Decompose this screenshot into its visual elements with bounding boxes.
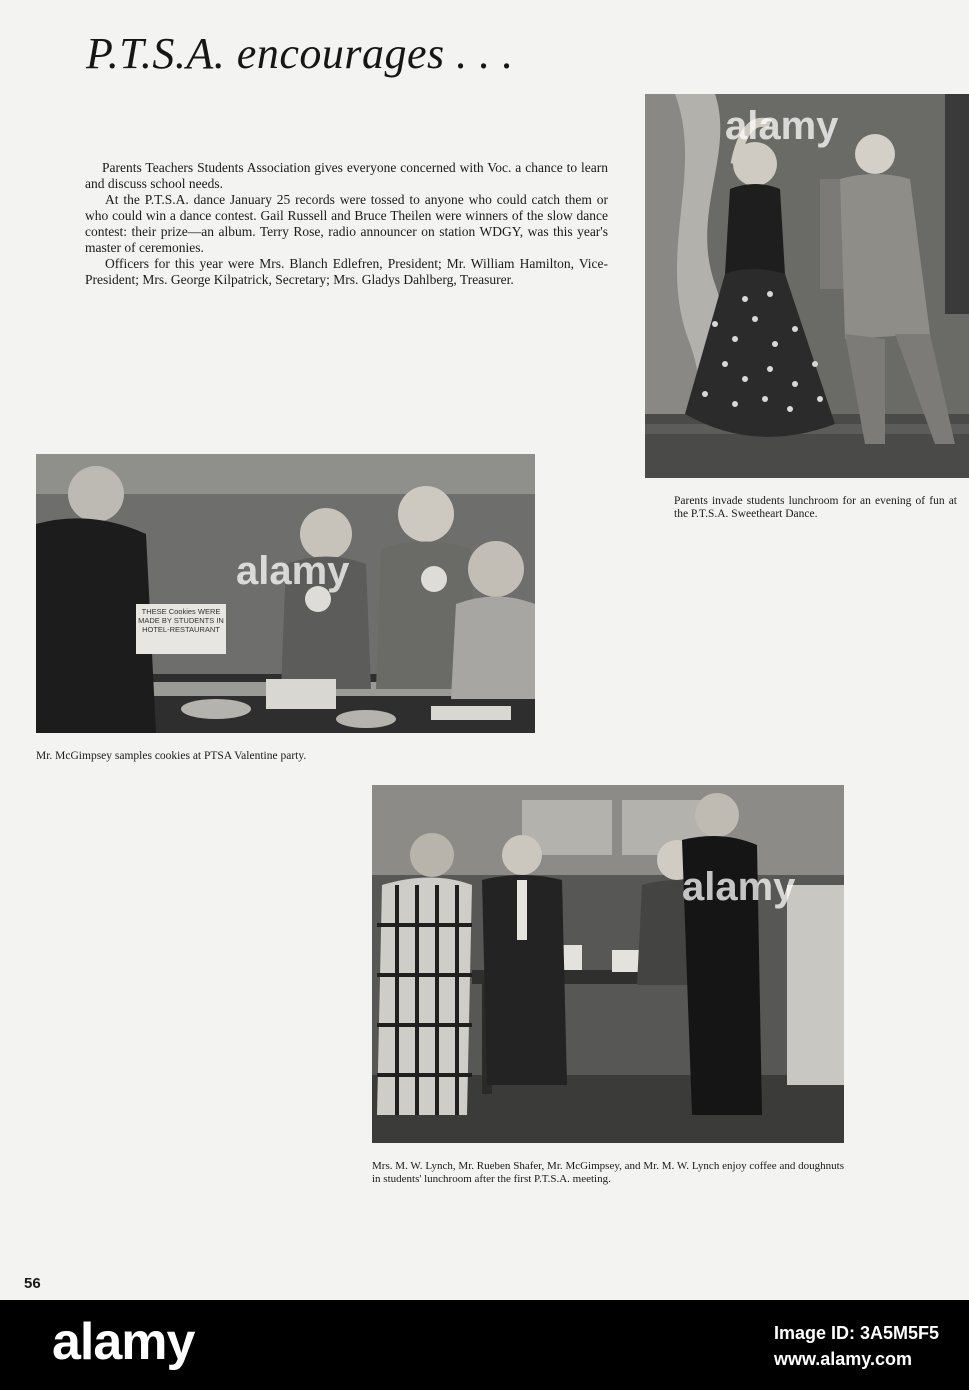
page-number: 56 [24, 1275, 41, 1292]
cookies-photo [36, 454, 535, 733]
watermark: alamy [682, 865, 796, 909]
site-link[interactable]: www.alamy.com [773, 1349, 912, 1369]
dance-photo-image [645, 94, 969, 478]
cookies-sign: THESE Cookies WERE MADE BY STUDENTS IN HOTEL-RESTAURANT [138, 607, 224, 634]
coffee-photo-image [372, 785, 844, 1143]
watermark: alamy [236, 549, 350, 593]
dance-caption: Parents invade students lunchroom for an evening of fun at the P.T.S.A. Sweetheart Dance. [674, 495, 957, 520]
page-title: P.T.S.A. encourages . . . [86, 29, 514, 78]
image-id: Image ID: 3A5M5F5 [773, 1323, 939, 1343]
coffee-caption: Mrs. M. W. Lynch, Mr. Rueben Shafer, Mr. McGimpsey, and Mr. M. W. Lynch enjoy coffee and doughnuts in students' lunchroom after the first P.T.S.A. meeting. [372, 1160, 844, 1185]
coffee-photo [372, 785, 844, 1143]
brand-logo: alamy [52, 1313, 195, 1371]
dance-photo [645, 94, 969, 478]
intro-paragraph: Officers for this year were Mrs. Blanch Edlefren, President; Mr. William Hamilton, Vice-President; Mrs. George Kilpatrick, Secretary; Mrs. Gladys Dahlberg, Treasurer. [85, 256, 608, 287]
watermark: alamy [725, 104, 839, 148]
stock-footer [0, 1300, 969, 1390]
intro-text [85, 160, 608, 288]
cookies-caption: Mr. McGimpsey samples cookies at PTSA Valentine party. [36, 750, 307, 762]
intro-paragraph: Parents Teachers Students Association gives everyone concerned with Voc. a chance to learn and discuss school needs. [85, 160, 608, 191]
intro-paragraph: At the P.T.S.A. dance January 25 records were tossed to anyone who could catch them or who could win a dance contest. Gail Russell and Bruce Theilen were winners of the slow dance contest: their prize—an album. Terry Rose, radio announcer on station WDGY, was this year's master of ceremonies. [85, 192, 608, 255]
footer-info [774, 1320, 939, 1372]
